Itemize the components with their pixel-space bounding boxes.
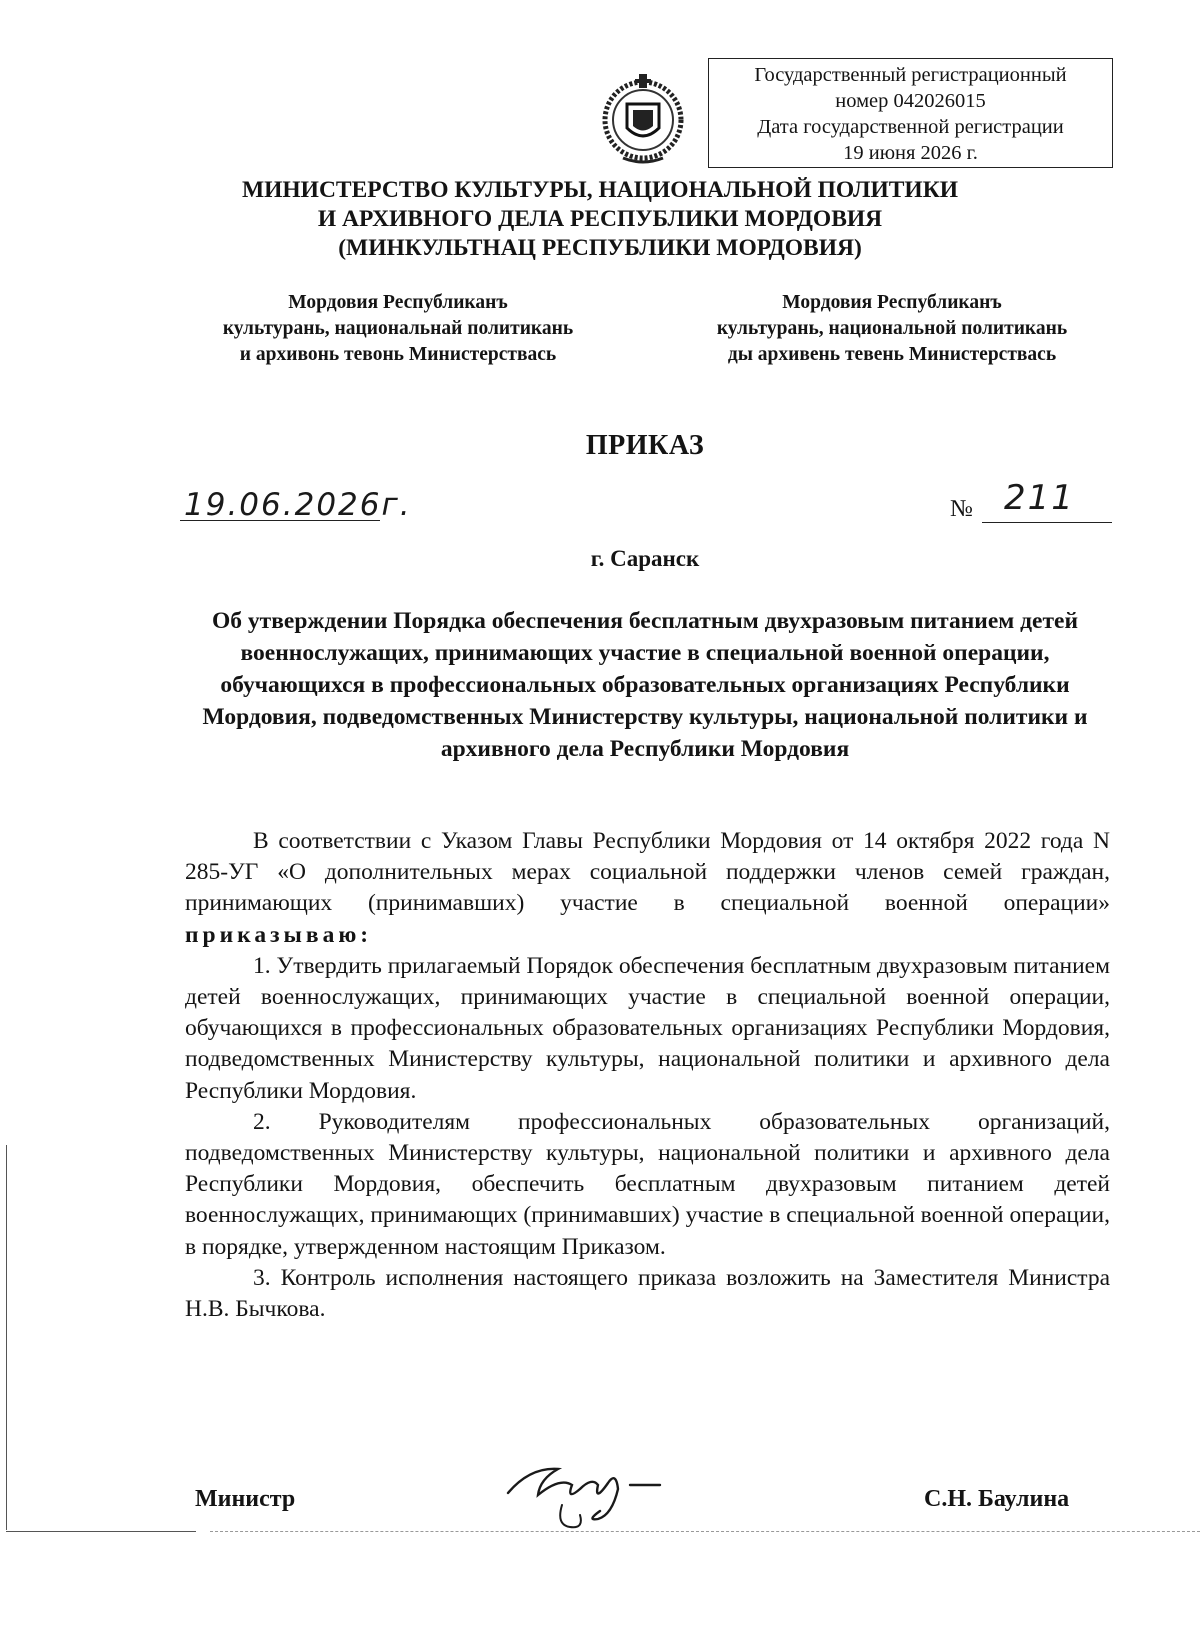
city: г. Саранск xyxy=(590,546,700,571)
registration-number: номер 042026015 xyxy=(835,90,986,112)
text-line: ды архивень тевень Министерствась xyxy=(727,344,1057,365)
ministry-line: (МИНКУЛЬТНАЦ РЕСПУБЛИКИ МОРДОВИЯ) xyxy=(338,235,862,261)
text-line: культурань, национальной политикань xyxy=(716,318,1068,339)
ministry-line: И АРХИВНОГО ДЕЛА РЕСПУБЛИКИ МОРДОВИЯ xyxy=(317,206,883,232)
signatory-name: С.Н. Баулина xyxy=(924,1486,1070,1512)
item-paragraph: 3. Контроль исполнения настоящего приказа возложить на Заместителя Министра Н.В. Бычкова. xyxy=(185,1264,1110,1323)
text-line: и архивонь тевонь Министерствась xyxy=(239,344,557,365)
text-line: Мордовия Республиканъ xyxy=(288,292,508,313)
registration-line: Дата государственной регистрации xyxy=(757,116,1064,138)
ministry-heading xyxy=(150,176,1050,263)
handwritten-signature xyxy=(500,1455,690,1535)
order-body xyxy=(185,826,1110,1325)
number-label: № xyxy=(950,496,973,522)
scan-dashed-line xyxy=(210,1531,1200,1532)
item-paragraph: 2. Руководителям профессиональных образовательных организаций, подведомственных Министерству культуры, национальной политики и архивного дела Республики Мордовия, обеспечить бесплатным двухразовым питанием детей военнослужащих, принимающих (принимавших) участие в специальной военной операции, в порядке, утвержденном настоящим Приказом. xyxy=(185,1108,1110,1260)
document-type-title: ПРИКАЗ xyxy=(585,430,705,461)
registration-stamp xyxy=(708,58,1113,168)
text-line: Мордовия Республиканъ xyxy=(782,292,1002,313)
ministry-name-moksha xyxy=(178,290,618,368)
registration-line: Государственный регистрационный xyxy=(754,64,1067,86)
scan-border-line xyxy=(6,1531,196,1532)
handwritten-number: 211 xyxy=(1004,478,1075,518)
text-line: культурань, национальнай политикань xyxy=(222,318,574,339)
date-underline xyxy=(180,520,380,521)
registration-date: 19 июня 2026 г. xyxy=(843,142,978,164)
number-underline xyxy=(982,522,1112,523)
preamble-paragraph xyxy=(185,826,1110,951)
item-paragraph: 1. Утвердить прилагаемый Порядок обеспечения бесплатным двухразовым питанием детей военнослужащих, принимающих участие в специальной военной операции, обучающихся в профессиональных образовательных организациях Республики Мордовия, подведомственных Министерству культуры, национальной политики и архивного дела Республики Мордовия. xyxy=(185,952,1110,1104)
order-subject: Об утверждении Порядка обеспечения бесплатным двухразовым питанием детей военнослужащих, принимающих участие в специальной военной операции, обучающихся в профессиональных образовательных организациях Республики Мордовия, подведомственных Министерству культуры, национальной политики и архивного дела Республики Мордовия xyxy=(202,608,1088,762)
preamble-text: В соответствии с Указом Главы Республики Мордовия от 14 октября 2022 года N 285-УГ «О дополнительных мерах социальной поддержки членов семей граждан, принимающих (принимавших) участие в специальной военной операции» xyxy=(185,828,1110,917)
ministry-name-erzya xyxy=(672,290,1112,368)
ministry-line: МИНИСТЕРСТВО КУЛЬТУРЫ, НАЦИОНАЛЬНОЙ ПОЛИТИКИ xyxy=(241,177,959,203)
signatory-role: Министр xyxy=(195,1486,296,1512)
order-word: приказываю: xyxy=(185,921,373,948)
coat-of-arms-emblem xyxy=(597,62,689,172)
handwritten-date: 19.06.2026г. xyxy=(184,487,412,523)
scan-border-line xyxy=(6,1145,7,1530)
